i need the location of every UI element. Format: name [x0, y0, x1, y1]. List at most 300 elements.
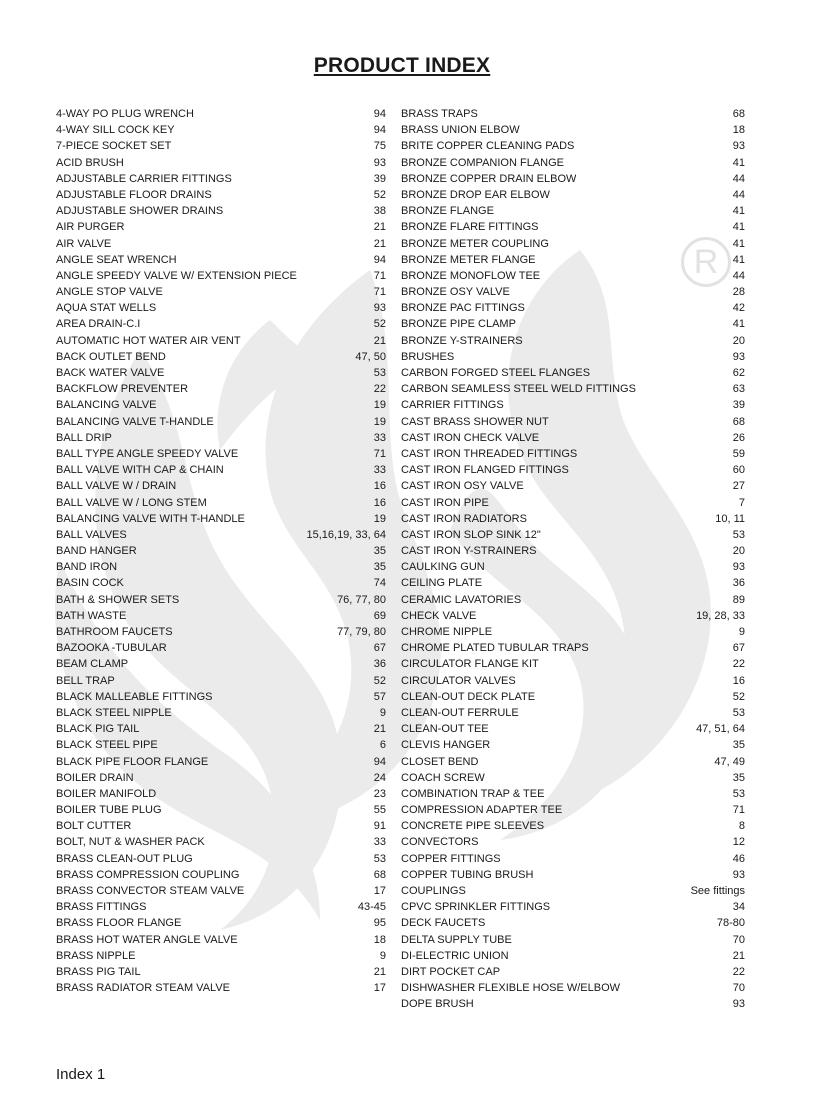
index-entry — [56, 899, 386, 915]
entry-page: 35 — [732, 739, 745, 752]
entry-name: BOILER DRAIN — [56, 771, 134, 784]
index-entry — [401, 268, 745, 284]
index-entry — [56, 414, 386, 430]
entry-name: ADJUSTABLE CARRIER FITTINGS — [56, 172, 232, 185]
entry-page: 17 — [373, 982, 386, 995]
entry-name: BRASS NIPPLE — [56, 949, 136, 962]
entry-name: BOILER MANIFOLD — [56, 787, 157, 800]
index-entry — [401, 430, 745, 446]
entry-page: 28 — [732, 286, 745, 299]
entry-name: BLACK STEEL NIPPLE — [56, 706, 172, 719]
entry-page: 20 — [732, 545, 745, 558]
index-entry — [56, 786, 386, 802]
index-entry — [401, 300, 745, 316]
entry-name: CONCRETE PIPE SLEEVES — [401, 820, 545, 833]
index-column-right — [401, 106, 745, 1013]
index-entry — [56, 300, 386, 316]
entry-page: 41 — [732, 253, 745, 266]
entry-page: 36 — [732, 577, 745, 590]
entry-name: BRASS PIG TAIL — [56, 965, 141, 978]
entry-name: ADJUSTABLE SHOWER DRAINS — [56, 205, 224, 218]
entry-page: 53 — [732, 528, 745, 541]
entry-name: BRASS FITTINGS — [56, 901, 147, 914]
entry-page: 16 — [732, 674, 745, 687]
entry-name: CAST IRON THREADED FITTINGS — [401, 447, 578, 460]
entry-page: 94 — [373, 124, 386, 137]
index-entry — [56, 446, 386, 462]
entry-page: 38 — [373, 205, 386, 218]
entry-name: BLACK MALLEABLE FITTINGS — [56, 690, 213, 703]
index-entry — [56, 284, 386, 300]
index-entry — [56, 802, 386, 818]
entry-name: AIR VALVE — [56, 237, 112, 250]
entry-name: COMBINATION TRAP & TEE — [401, 787, 545, 800]
entry-page: 63 — [732, 383, 745, 396]
page-title: PRODUCT INDEX — [313, 54, 491, 77]
entry-page: 71 — [373, 447, 386, 460]
index-entry — [56, 851, 386, 867]
entry-name: CAST IRON SLOP SINK 12" — [401, 528, 541, 541]
entry-page: 67 — [373, 642, 386, 655]
entry-page: 53 — [732, 787, 745, 800]
entry-page: 67 — [732, 642, 745, 655]
entry-page: 71 — [732, 804, 745, 817]
index-entry — [401, 592, 745, 608]
entry-name: BRUSHES — [401, 350, 455, 363]
entry-name: AUTOMATIC HOT WATER AIR VENT — [56, 334, 241, 347]
index-entry — [401, 754, 745, 770]
entry-name: 4-WAY PO PLUG WRENCH — [56, 108, 194, 120]
entry-page: 69 — [373, 609, 386, 622]
entry-page: 95 — [373, 917, 386, 930]
entry-page: 93 — [732, 998, 745, 1011]
page-footer: Index 1 — [56, 1066, 106, 1083]
index-entry — [401, 252, 745, 268]
entry-page: 19 — [373, 512, 386, 525]
entry-page: 91 — [373, 820, 386, 833]
entry-page: 21 — [732, 949, 745, 962]
entry-page: 18 — [732, 124, 745, 137]
index-entry — [401, 656, 745, 672]
entry-name: BALL VALVES — [56, 528, 127, 541]
index-entry — [401, 284, 745, 300]
entry-name: BLACK PIG TAIL — [56, 723, 140, 736]
entry-page: 17 — [373, 885, 386, 897]
entry-page: 53 — [373, 367, 386, 379]
entry-name: BALL VALVE WITH CAP & CHAIN — [56, 464, 224, 477]
entry-name: BRASS RADIATOR STEAM VALVE — [56, 982, 231, 995]
entry-name: BOILER TUBE PLUG — [56, 804, 162, 817]
entry-page: 39 — [732, 399, 745, 412]
entry-name: BOLT CUTTER — [56, 820, 132, 833]
entry-page: 55 — [373, 804, 386, 817]
entry-page: 33 — [373, 464, 386, 477]
entry-page: 15,16,19, 33, 64 — [306, 528, 386, 541]
entry-name: CARBON SEAMLESS STEEL WELD FITTINGS — [401, 383, 636, 396]
entry-page: 42 — [732, 302, 745, 315]
entry-name: CONVECTORS — [401, 836, 479, 849]
index-entry — [56, 316, 386, 332]
index-entry — [56, 964, 386, 980]
index-entry — [401, 948, 745, 964]
entry-name: BRONZE FLANGE — [401, 205, 494, 218]
entry-page: 44 — [732, 188, 745, 201]
entry-page: 68 — [732, 415, 745, 428]
entry-page: 75 — [373, 140, 386, 153]
index-entry — [56, 559, 386, 575]
entry-name: 4-WAY SILL COCK KEY — [56, 124, 175, 137]
index-entry — [56, 268, 386, 284]
entry-page: 7 — [738, 496, 745, 509]
entry-page: 59 — [732, 447, 745, 460]
index-entry — [56, 511, 386, 527]
index-entry — [401, 219, 745, 235]
entry-name: ADJUSTABLE FLOOR DRAINS — [56, 188, 212, 201]
entry-page: 68 — [732, 108, 745, 120]
entry-name: BRONZE PAC FITTINGS — [401, 302, 525, 315]
entry-name: CAST IRON PIPE — [401, 496, 489, 509]
entry-page: 21 — [373, 221, 386, 234]
entry-page: 46 — [732, 852, 745, 865]
entry-page: 27 — [732, 480, 745, 493]
entry-name: CHROME NIPPLE — [401, 626, 493, 638]
entry-page: 74 — [373, 577, 386, 590]
entry-name: CIRCULATOR VALVES — [401, 674, 516, 687]
entry-page: 93 — [373, 156, 386, 169]
index-entry — [56, 640, 386, 656]
index-entry — [56, 495, 386, 511]
entry-name: BASIN COCK — [56, 577, 124, 590]
index-column-left — [56, 106, 386, 996]
entry-page: 26 — [732, 431, 745, 444]
entry-name: 7-PIECE SOCKET SET — [56, 140, 172, 153]
entry-page: 36 — [373, 658, 386, 671]
entry-name: AREA DRAIN-C.I — [56, 318, 141, 331]
entry-name: BACK OUTLET BEND — [56, 350, 166, 363]
entry-name: BRASS COMPRESSION COUPLING — [56, 868, 240, 881]
entry-page: 19, 28, 33 — [696, 609, 745, 622]
entry-name: CAST IRON CHECK VALVE — [401, 431, 540, 444]
entry-name: BRONZE COMPANION FLANGE — [401, 156, 564, 169]
entry-name: BRONZE OSY VALVE — [401, 286, 510, 299]
entry-name: COPPER FITTINGS — [401, 852, 501, 865]
index-entry — [56, 138, 386, 154]
entry-name: CAST IRON OSY VALVE — [401, 480, 524, 493]
index-entry — [401, 818, 745, 834]
entry-name: BALL VALVE W / DRAIN — [56, 480, 177, 493]
entry-name: CLEAN-OUT TEE — [401, 723, 489, 736]
entry-page: 9 — [738, 626, 745, 638]
index-entry — [56, 689, 386, 705]
entry-name: ANGLE SEAT WRENCH — [56, 253, 177, 266]
entry-name: BALL DRIP — [56, 431, 112, 444]
entry-page: 93 — [732, 140, 745, 153]
entry-page: 12 — [732, 836, 745, 849]
index-entry — [56, 106, 386, 122]
entry-name: BRONZE DROP EAR ELBOW — [401, 188, 550, 201]
index-entry — [56, 430, 386, 446]
index-entry — [401, 495, 745, 511]
entry-page: 20 — [732, 334, 745, 347]
index-entry — [401, 575, 745, 591]
index-entry — [401, 316, 745, 332]
entry-name: BAND HANGER — [56, 545, 137, 558]
index-entry — [56, 478, 386, 494]
index-entry — [401, 770, 745, 786]
entry-name: BRONZE FLARE FITTINGS — [401, 221, 539, 234]
index-entry — [56, 673, 386, 689]
index-entry — [56, 705, 386, 721]
entry-name: CAULKING GUN — [401, 561, 485, 574]
index-entry — [56, 915, 386, 931]
index-entry — [401, 834, 745, 850]
entry-page: 53 — [373, 852, 386, 865]
entry-page: 33 — [373, 836, 386, 849]
entry-page: 19 — [373, 399, 386, 412]
entry-name: BRONZE MONOFLOW TEE — [401, 269, 541, 282]
index-entry — [401, 397, 745, 413]
entry-name: CERAMIC LAVATORIES — [401, 593, 522, 606]
entry-page: 93 — [732, 350, 745, 363]
index-entry — [56, 397, 386, 413]
entry-page: 76, 77, 80 — [337, 593, 386, 606]
index-entry — [401, 737, 745, 753]
entry-page: 94 — [373, 755, 386, 768]
entry-name: AIR PURGER — [56, 221, 125, 234]
entry-page: 35 — [373, 545, 386, 558]
entry-name: BAND IRON — [56, 561, 118, 574]
index-entry — [401, 171, 745, 187]
entry-name: BATHROOM FAUCETS — [56, 626, 173, 638]
index-entry — [56, 203, 386, 219]
index-entry — [56, 187, 386, 203]
entry-page: 68 — [373, 868, 386, 881]
entry-page: 78-80 — [716, 917, 745, 930]
index-entry — [56, 365, 386, 381]
entry-name: COACH SCREW — [401, 771, 485, 784]
entry-page: 52 — [373, 318, 386, 331]
entry-page: 41 — [732, 221, 745, 234]
index-entry — [56, 737, 386, 753]
index-entry — [56, 592, 386, 608]
index-entry — [401, 381, 745, 397]
index-entry — [56, 834, 386, 850]
entry-name: ACID BRUSH — [56, 156, 124, 169]
entry-page: 22 — [732, 658, 745, 671]
entry-name: CARBON FORGED STEEL FLANGES — [401, 367, 591, 379]
entry-page: 62 — [732, 367, 745, 379]
entry-page: 41 — [732, 237, 745, 250]
entry-name: DECK FAUCETS — [401, 917, 486, 930]
index-entry — [56, 155, 386, 171]
entry-name: CPVC SPRINKLER FITTINGS — [401, 901, 551, 914]
index-entry — [401, 705, 745, 721]
index-entry — [401, 996, 745, 1012]
entry-name: BALANCING VALVE — [56, 399, 157, 412]
index-entry — [401, 511, 745, 527]
index-entry — [401, 802, 745, 818]
index-entry — [401, 640, 745, 656]
entry-name: CAST IRON RADIATORS — [401, 512, 527, 525]
entry-page: 70 — [732, 933, 745, 946]
entry-page: 71 — [373, 286, 386, 299]
index-entry — [56, 219, 386, 235]
index-entry — [56, 656, 386, 672]
entry-page: 93 — [732, 561, 745, 574]
entry-page: 21 — [373, 965, 386, 978]
index-entry — [401, 932, 745, 948]
entry-page: 22 — [373, 383, 386, 396]
entry-name: CHROME PLATED TUBULAR TRAPS — [401, 642, 589, 655]
index-entry — [56, 818, 386, 834]
entry-name: CLEAN-OUT DECK PLATE — [401, 690, 536, 703]
index-entry — [401, 559, 745, 575]
entry-page: 35 — [732, 771, 745, 784]
entry-page: 21 — [373, 334, 386, 347]
entry-name: DOPE BRUSH — [401, 998, 474, 1011]
entry-name: BRONZE METER FLANGE — [401, 253, 536, 266]
entry-name: CHECK VALVE — [401, 609, 477, 622]
index-entry — [56, 462, 386, 478]
entry-name: BEAM CLAMP — [56, 658, 129, 671]
entry-page: 41 — [732, 318, 745, 331]
entry-name: BRASS HOT WATER ANGLE VALVE — [56, 933, 238, 946]
entry-page: 33 — [373, 431, 386, 444]
entry-name: BRASS UNION ELBOW — [401, 124, 520, 137]
index-entry — [401, 915, 745, 931]
entry-page: See fittings — [690, 885, 745, 897]
entry-name: DISHWASHER FLEXIBLE HOSE W/ELBOW — [401, 982, 621, 995]
entry-page: 47, 50 — [355, 350, 386, 363]
entry-page: 35 — [373, 561, 386, 574]
index-entry — [56, 171, 386, 187]
index-entry — [401, 333, 745, 349]
entry-name: COPPER TUBING BRUSH — [401, 868, 534, 881]
index-entry — [401, 155, 745, 171]
entry-page: 10, 11 — [715, 512, 745, 525]
entry-name: AQUA STAT WELLS — [56, 302, 157, 315]
index-entry — [401, 899, 745, 915]
index-entry — [56, 932, 386, 948]
index-entry — [401, 543, 745, 559]
entry-page: 19 — [373, 415, 386, 428]
index-entry — [401, 122, 745, 138]
index-entry — [56, 867, 386, 883]
index-entry — [401, 462, 745, 478]
entry-page: 6 — [379, 739, 386, 752]
entry-page: 23 — [373, 787, 386, 800]
entry-page: 21 — [373, 723, 386, 736]
entry-page: 21 — [373, 237, 386, 250]
index-entry — [401, 414, 745, 430]
entry-name: BALL TYPE ANGLE SPEEDY VALVE — [56, 447, 239, 460]
entry-name: BRASS TRAPS — [401, 108, 478, 120]
entry-page: 34 — [732, 901, 745, 914]
entry-name: BLACK STEEL PIPE — [56, 739, 158, 752]
entry-name: BALL VALVE W / LONG STEM — [56, 496, 207, 509]
index-entry — [56, 543, 386, 559]
entry-name: CLEVIS HANGER — [401, 739, 491, 752]
entry-name: ANGLE SPEEDY VALVE W/ EXTENSION PIECE — [56, 269, 297, 282]
entry-name: BELL TRAP — [56, 674, 115, 687]
entry-page: 52 — [373, 674, 386, 687]
index-entry — [401, 964, 745, 980]
index-entry — [401, 446, 745, 462]
entry-page: 16 — [373, 480, 386, 493]
entry-name: CAST IRON FLANGED FITTINGS — [401, 464, 569, 477]
index-entry — [401, 349, 745, 365]
index-entry — [401, 689, 745, 705]
entry-name: BRONZE COPPER DRAIN ELBOW — [401, 172, 577, 185]
index-entry — [401, 106, 745, 122]
entry-name: BACK WATER VALVE — [56, 367, 165, 379]
entry-name: BRASS CLEAN-OUT PLUG — [56, 852, 193, 865]
entry-page: 22 — [732, 965, 745, 978]
entry-name: CARRIER FITTINGS — [401, 399, 504, 412]
entry-name: BRONZE PIPE CLAMP — [401, 318, 516, 331]
index-entry — [401, 203, 745, 219]
entry-page: 41 — [732, 205, 745, 218]
index-entry — [56, 527, 386, 543]
entry-page: 16 — [373, 496, 386, 509]
entry-name: BRONZE Y-STRAINERS — [401, 334, 523, 347]
index-entry — [401, 786, 745, 802]
entry-page: 70 — [732, 982, 745, 995]
entry-name: CAST IRON Y-STRAINERS — [401, 545, 537, 558]
entry-name: CLOSET BEND — [401, 755, 479, 768]
entry-name: BALANCING VALVE T-HANDLE — [56, 415, 214, 428]
index-entry — [401, 867, 745, 883]
entry-page: 8 — [738, 820, 745, 833]
index-entry — [56, 236, 386, 252]
entry-page: 9 — [379, 706, 386, 719]
entry-name: BATH WASTE — [56, 609, 127, 622]
entry-page: 71 — [373, 269, 386, 282]
index-entry — [56, 575, 386, 591]
index-entry — [401, 365, 745, 381]
index-entry — [56, 381, 386, 397]
entry-name: DI-ELECTRIC UNION — [401, 949, 509, 962]
entry-name: BALANCING VALVE WITH T-HANDLE — [56, 512, 245, 525]
entry-page: 47, 51, 64 — [696, 723, 745, 736]
entry-page: 41 — [732, 156, 745, 169]
index-entry — [56, 721, 386, 737]
index-entry — [56, 333, 386, 349]
entry-name: BRASS CONVECTOR STEAM VALVE — [56, 885, 245, 897]
index-entry — [401, 624, 745, 640]
index-entry — [401, 478, 745, 494]
entry-name: CIRCULATOR FLANGE KIT — [401, 658, 539, 671]
registered-mark-icon: R — [681, 237, 731, 287]
entry-page: 89 — [732, 593, 745, 606]
entry-name: DELTA SUPPLY TUBE — [401, 933, 512, 946]
index-entry — [401, 608, 745, 624]
index-entry — [56, 948, 386, 964]
entry-name: CEILING PLATE — [401, 577, 483, 590]
index-entry — [401, 721, 745, 737]
index-entry — [56, 754, 386, 770]
entry-page: 93 — [373, 302, 386, 315]
index-entry — [56, 624, 386, 640]
index-entry — [401, 138, 745, 154]
entry-page: 44 — [732, 269, 745, 282]
entry-page: 52 — [373, 188, 386, 201]
entry-name: CAST BRASS SHOWER NUT — [401, 415, 549, 428]
index-entry — [56, 770, 386, 786]
entry-page: 93 — [732, 868, 745, 881]
entry-page: 43-45 — [357, 901, 386, 914]
entry-page: 94 — [373, 253, 386, 266]
